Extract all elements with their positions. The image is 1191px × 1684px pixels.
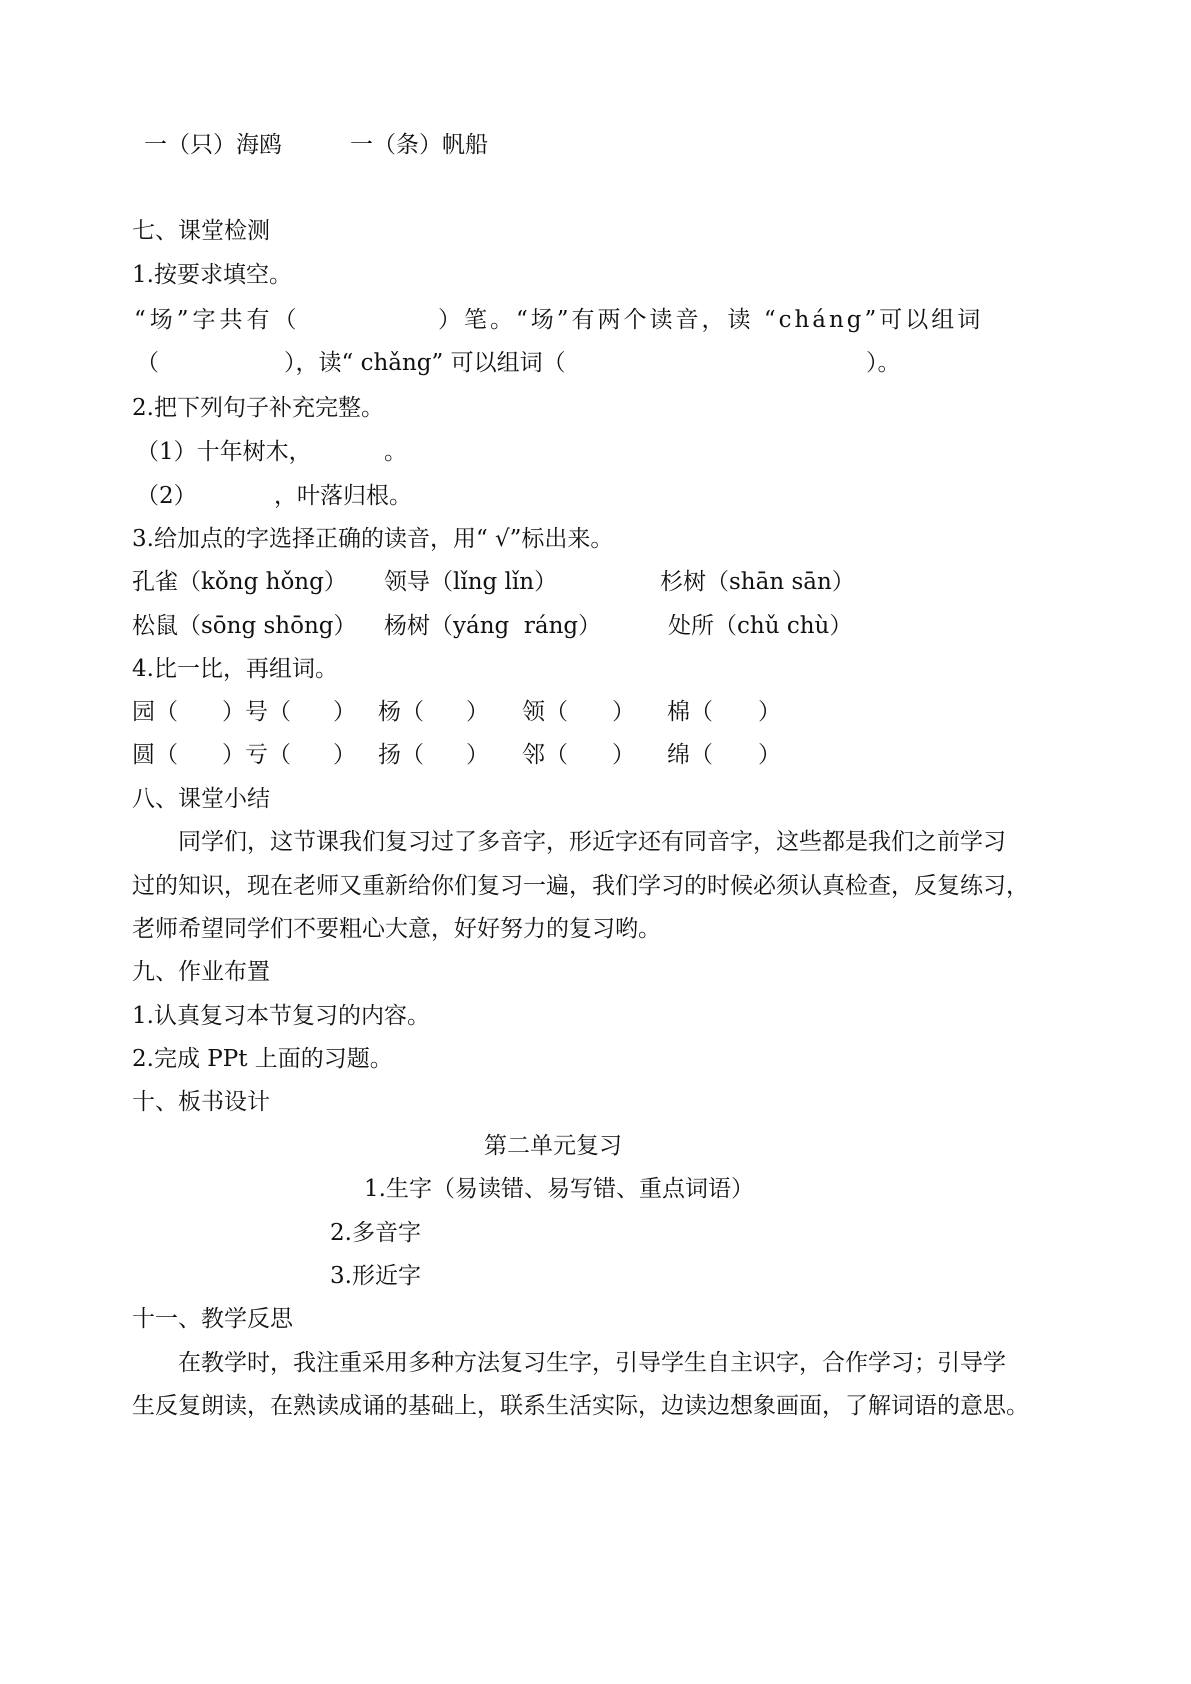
q1-title: 1.按要求填空。 [132, 262, 292, 288]
q3-r2-2: 杨树（yáng ráng） [384, 613, 602, 639]
q4-r2-cell: 圆（ [132, 742, 178, 768]
q4-title: 4.比一比，再组词。 [132, 656, 338, 682]
board-title: 第二单元复习 [484, 1133, 622, 1159]
q3-r1-3: 杉树（shān sān） [660, 569, 855, 595]
section-11-heading: 十一、教学反思 [132, 1306, 293, 1332]
q4-r1-cell: ） [333, 699, 356, 725]
q4-r2-cell: 绵（ [667, 742, 713, 768]
section-9-heading: 九、作业布置 [132, 959, 270, 985]
q2-sentence-1: （1）十年树木， [136, 439, 312, 465]
q4-r1-cell: 杨（ [378, 699, 424, 725]
q4-r1-cell: 领（ [522, 699, 568, 725]
q4-r1-cell: ）号（ [222, 699, 291, 725]
q3-r2-3: 处所（chǔ chù） [668, 613, 853, 639]
q3-r1-1: 孔雀（kǒng hǒng） [132, 569, 347, 595]
q1-row1-a: “场”字共有（ [134, 307, 301, 333]
section-10-heading: 十、板书设计 [132, 1089, 270, 1115]
q4-r2-cell: ）亏（ [222, 742, 291, 768]
q4-r2-cell: ） [612, 742, 635, 768]
q4-r2-cell: ） [758, 742, 781, 768]
q4-r2-cell: 扬（ [378, 742, 424, 768]
q2-title: 2.把下列句子补充完整。 [132, 395, 384, 421]
s11-paragraph-line-2: 生反复朗读，在熟读成诵的基础上，联系生活实际，边读边想象画面，了解词语的意思。 [132, 1393, 1029, 1419]
q3-title: 3.给加点的字选择正确的读音，用“ √”标出来。 [132, 526, 614, 552]
q4-r1-cell: ） [466, 699, 489, 725]
line-measure-words-b: 一（条）帆船 [350, 132, 488, 158]
board-item-1: 1.生字（易读错、易写错、重点词语） [364, 1176, 754, 1202]
q4-r2-cell: 邻（ [522, 742, 568, 768]
q1-row2-a: （ [136, 350, 159, 376]
q4-r1-cell: 棉（ [667, 699, 713, 725]
section-7-heading: 七、课堂检测 [132, 218, 270, 244]
q1-row2-c: ）。 [866, 350, 901, 376]
s11-paragraph-line-1: 在教学时，我注重采用多种方法复习生字，引导学生自主识字，合作学习；引导学 [178, 1350, 1006, 1376]
q4-r2-cell: ） [466, 742, 489, 768]
s8-paragraph-line-3: 老师希望同学们不要粗心大意，好好努力的复习哟。 [132, 916, 661, 942]
section-8-heading: 八、课堂小结 [132, 786, 270, 812]
s8-paragraph-line-2: 过的知识，现在老师又重新给你们复习一遍，我们学习的时候必须认真检查，反复练习， [132, 873, 1029, 899]
q1-row2-b: ），读“ chǎng” 可以组词（ [284, 350, 566, 376]
q3-r2-1: 松鼠（sōng shōng） [132, 613, 357, 639]
q4-r2-cell: ） [333, 742, 356, 768]
q4-r1-cell: 园（ [132, 699, 178, 725]
homework-item-2: 2.完成 PPt 上面的习题。 [132, 1046, 393, 1072]
line-measure-words-a: 一（只）海鸥 [144, 132, 282, 158]
q2-sentence-2-end: ，叶落归根。 [274, 483, 412, 509]
q2-sentence-1-end: 。 [384, 439, 407, 465]
s8-paragraph-line-1: 同学们，这节课我们复习过了多音字，形近字还有同音字，这些都是我们之前学习 [178, 829, 1006, 855]
board-item-2: 2.多音字 [330, 1220, 421, 1246]
q4-r1-cell: ） [612, 699, 635, 725]
q3-r1-2: 领导（lǐng lǐn） [384, 569, 558, 595]
q2-sentence-2: （2） [136, 483, 197, 509]
homework-item-1: 1.认真复习本节复习的内容。 [132, 1003, 430, 1029]
q4-r1-cell: ） [758, 699, 781, 725]
board-item-3: 3.形近字 [330, 1263, 421, 1289]
q1-row1-b: ）笔。“场”有两个读音，读 “cháng”可以组词 [438, 307, 984, 333]
